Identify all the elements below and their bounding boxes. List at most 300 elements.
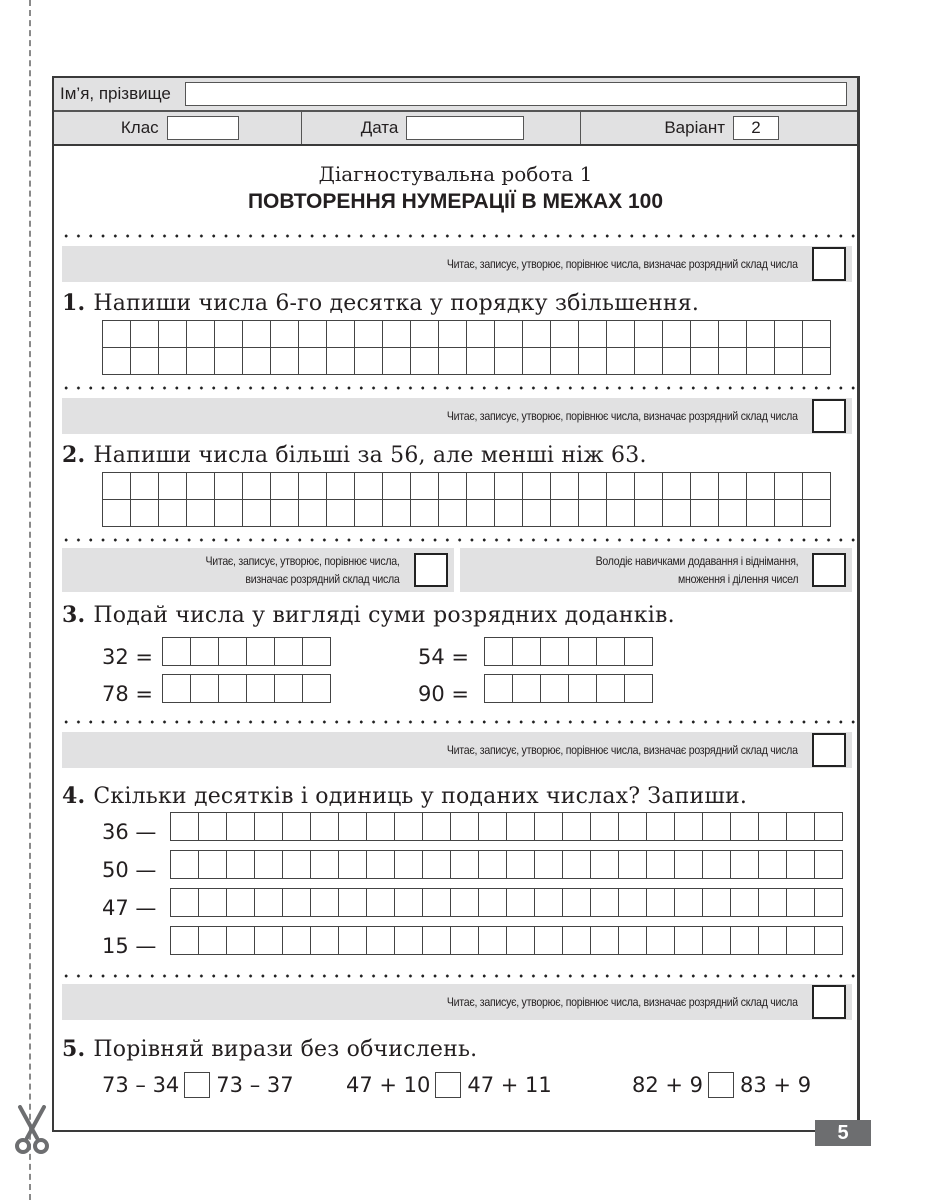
grid-cell[interactable] — [451, 851, 479, 879]
grid-cell[interactable] — [275, 638, 303, 666]
grid-cell[interactable] — [523, 500, 551, 527]
grid-cell[interactable] — [551, 500, 579, 527]
grid-cell[interactable] — [215, 473, 243, 500]
grid-cell[interactable] — [541, 638, 569, 666]
grid-cell[interactable] — [311, 927, 339, 955]
grid-cell[interactable] — [283, 851, 311, 879]
grid-cell[interactable] — [591, 889, 619, 917]
info-row — [54, 112, 857, 146]
grid-cell[interactable] — [255, 851, 283, 879]
answer-grid[interactable] — [484, 637, 653, 666]
grid-cell[interactable] — [579, 348, 607, 375]
grid-cell[interactable] — [747, 473, 775, 500]
score-box[interactable] — [812, 399, 846, 433]
grid-cell[interactable] — [283, 889, 311, 917]
grid-cell[interactable] — [775, 473, 803, 500]
grid-cell[interactable] — [215, 321, 243, 348]
grid-cell[interactable] — [619, 813, 647, 841]
grid-cell[interactable] — [619, 889, 647, 917]
answer-grid[interactable] — [162, 637, 331, 666]
grid-cell[interactable] — [551, 348, 579, 375]
grid-cell[interactable] — [243, 473, 271, 500]
grid-cell[interactable] — [703, 927, 731, 955]
score-box[interactable] — [812, 985, 846, 1019]
grid-cell[interactable] — [311, 889, 339, 917]
grid-cell[interactable] — [507, 927, 535, 955]
answer-grid[interactable] — [162, 674, 331, 703]
grid-cell[interactable] — [513, 638, 541, 666]
task-number: 5. — [62, 1036, 86, 1062]
grid-cell[interactable] — [255, 813, 283, 841]
comparison-left: 47 + 10 — [346, 1073, 431, 1097]
grid-cell[interactable] — [691, 321, 719, 348]
grid-cell[interactable] — [383, 473, 411, 500]
grid-cell[interactable] — [383, 321, 411, 348]
grid-cell[interactable] — [607, 348, 635, 375]
grid-cell[interactable] — [227, 851, 255, 879]
grid-cell[interactable] — [255, 927, 283, 955]
grid-cell[interactable] — [495, 500, 523, 527]
dotted-divider — [60, 538, 856, 542]
grid-cell[interactable] — [803, 348, 831, 375]
grid-cell[interactable] — [607, 500, 635, 527]
grid-cell[interactable] — [103, 500, 131, 527]
grid-cell[interactable] — [439, 348, 467, 375]
grid-cell[interactable] — [563, 851, 591, 879]
grid-cell[interactable] — [647, 813, 675, 841]
grid-cell[interactable] — [495, 473, 523, 500]
grid-cell[interactable] — [423, 927, 451, 955]
score-box[interactable] — [812, 247, 846, 281]
task-text: Подай числа у вигляді суми розрядних доданків. — [93, 603, 675, 628]
skill-text: Читає, записує, утворює, порівнює числа, визначає розрядний склад числа — [205, 554, 400, 586]
grid-cell[interactable] — [255, 889, 283, 917]
skill-text: Читає, записує, утворює, порівнює числа, визначає розрядний склад числа — [447, 995, 798, 1009]
grid-cell[interactable] — [355, 473, 383, 500]
name-row — [54, 78, 857, 112]
grid-cell[interactable] — [423, 851, 451, 879]
grid-cell[interactable] — [215, 348, 243, 375]
grid-cell[interactable] — [787, 851, 815, 879]
grid-cell[interactable] — [647, 889, 675, 917]
grid-cell[interactable] — [495, 321, 523, 348]
grid-cell[interactable] — [395, 927, 423, 955]
grid-cell[interactable] — [159, 321, 187, 348]
grid-cell[interactable] — [103, 473, 131, 500]
grid-cell[interactable] — [311, 851, 339, 879]
grid-cell[interactable] — [591, 813, 619, 841]
grid-cell[interactable] — [747, 348, 775, 375]
page-number: 5 — [815, 1120, 871, 1146]
grid-cell[interactable] — [479, 889, 507, 917]
grid-cell[interactable] — [563, 927, 591, 955]
answer-grid[interactable] — [102, 472, 831, 527]
grid-cell[interactable] — [591, 927, 619, 955]
grid-cell[interactable] — [215, 500, 243, 527]
grid-cell[interactable] — [535, 927, 563, 955]
grid-cell[interactable] — [275, 675, 303, 703]
number-label: 50 — — [102, 858, 157, 882]
grid-cell[interactable] — [563, 813, 591, 841]
grid-cell[interactable] — [607, 321, 635, 348]
grid-cell[interactable] — [635, 348, 663, 375]
grid-cell[interactable] — [731, 851, 759, 879]
grid-cell[interactable] — [227, 927, 255, 955]
grid-cell[interactable] — [815, 927, 843, 955]
worksheet — [52, 76, 860, 1132]
grid-cell[interactable] — [191, 638, 219, 666]
grid-cell[interactable] — [619, 927, 647, 955]
answer-grid[interactable] — [170, 888, 843, 917]
grid-cell[interactable] — [163, 675, 191, 703]
grid-cell[interactable] — [747, 500, 775, 527]
grid-cell[interactable] — [479, 813, 507, 841]
grid-cell[interactable] — [703, 813, 731, 841]
grid-cell[interactable] — [271, 321, 299, 348]
grid-cell[interactable] — [339, 813, 367, 841]
grid-cell[interactable] — [551, 321, 579, 348]
comparison-left: 73 – 34 — [102, 1073, 180, 1097]
grid-cell[interactable] — [131, 348, 159, 375]
variant-label: Варіант — [664, 118, 725, 137]
grid-cell[interactable] — [299, 500, 327, 527]
grid-cell[interactable] — [803, 321, 831, 348]
grid-cell[interactable] — [579, 500, 607, 527]
dotted-divider — [60, 386, 856, 390]
task-3-prompt — [62, 602, 675, 628]
grid-cell[interactable] — [311, 813, 339, 841]
comparison-1 — [102, 1072, 294, 1098]
score-box[interactable] — [812, 553, 846, 587]
grid-cell[interactable] — [597, 675, 625, 703]
grid-cell[interactable] — [787, 889, 815, 917]
grid-cell[interactable] — [439, 321, 467, 348]
grid-cell[interactable] — [787, 927, 815, 955]
grid-cell[interactable] — [103, 348, 131, 375]
grid-cell[interactable] — [803, 473, 831, 500]
dotted-divider — [60, 974, 856, 978]
grid-cell[interactable] — [485, 675, 513, 703]
skill-text: Читає, записує, утворює, порівнює числа, визначає розрядний склад числа — [447, 409, 798, 423]
task-5-prompt — [62, 1036, 477, 1062]
grid-cell[interactable] — [283, 813, 311, 841]
grid-cell[interactable] — [247, 638, 275, 666]
grid-cell[interactable] — [551, 473, 579, 500]
grid-cell[interactable] — [411, 321, 439, 348]
grid-cell[interactable] — [131, 500, 159, 527]
grid-cell[interactable] — [775, 500, 803, 527]
task-text: Напиши числа більші за 56, але менші ніж 63. — [93, 443, 647, 468]
grid-cell[interactable] — [719, 473, 747, 500]
grid-cell[interactable] — [579, 321, 607, 348]
grid-cell[interactable] — [395, 813, 423, 841]
task-4-prompt — [62, 783, 747, 809]
grid-cell[interactable] — [171, 889, 199, 917]
grid-cell[interactable] — [355, 321, 383, 348]
grid-cell[interactable] — [191, 675, 219, 703]
grid-cell[interactable] — [299, 473, 327, 500]
grid-cell[interactable] — [159, 348, 187, 375]
grid-cell[interactable] — [219, 675, 247, 703]
grid-cell[interactable] — [535, 851, 563, 879]
grid-cell[interactable] — [815, 813, 843, 841]
grid-cell[interactable] — [691, 473, 719, 500]
comparison-right: 73 – 37 — [216, 1073, 294, 1097]
grid-cell[interactable] — [271, 348, 299, 375]
skill-bar — [62, 984, 852, 1020]
answer-grid[interactable] — [170, 812, 843, 841]
grid-cell[interactable] — [775, 348, 803, 375]
grid-cell[interactable] — [383, 348, 411, 375]
grid-cell[interactable] — [479, 927, 507, 955]
task-number: 2. — [62, 442, 86, 468]
grid-cell[interactable] — [663, 321, 691, 348]
grid-cell[interactable] — [775, 321, 803, 348]
grid-cell[interactable] — [423, 813, 451, 841]
grid-cell[interactable] — [367, 927, 395, 955]
grid-cell[interactable] — [675, 851, 703, 879]
cut-line — [29, 0, 31, 1200]
grid-cell[interactable] — [187, 321, 215, 348]
grid-cell[interactable] — [625, 675, 653, 703]
grid-cell[interactable] — [439, 473, 467, 500]
grid-cell[interactable] — [513, 675, 541, 703]
expression-label: 32 = — [102, 645, 153, 669]
task-text: Порівняй вирази без обчислень. — [93, 1037, 478, 1062]
task-text: Скільки десятків і одиниць у поданих числах? Запиши. — [93, 784, 748, 809]
grid-cell[interactable] — [647, 927, 675, 955]
grid-cell[interactable] — [163, 638, 191, 666]
grid-cell[interactable] — [243, 321, 271, 348]
grid-cell[interactable] — [383, 500, 411, 527]
grid-cell[interactable] — [159, 473, 187, 500]
score-box[interactable] — [812, 733, 846, 767]
grid-cell[interactable] — [199, 889, 227, 917]
grid-cell[interactable] — [159, 500, 187, 527]
task-text: Напиши числа 6-го десятка у порядку збільшення. — [93, 291, 700, 316]
grid-cell[interactable] — [759, 889, 787, 917]
grid-cell[interactable] — [299, 321, 327, 348]
comparison-right: 47 + 11 — [467, 1073, 552, 1097]
grid-cell[interactable] — [479, 851, 507, 879]
grid-cell[interactable] — [563, 889, 591, 917]
comparison-left: 82 + 9 — [632, 1073, 704, 1097]
grid-cell[interactable] — [485, 638, 513, 666]
answer-grid[interactable] — [484, 674, 653, 703]
grid-cell[interactable] — [691, 500, 719, 527]
grid-cell[interactable] — [523, 473, 551, 500]
number-label: 47 — — [102, 896, 157, 920]
grid-cell[interactable] — [719, 500, 747, 527]
grid-cell[interactable] — [591, 851, 619, 879]
grid-cell[interactable] — [199, 813, 227, 841]
variant-field[interactable]: 2 — [733, 116, 779, 140]
task-number: 1. — [62, 290, 86, 316]
grid-cell[interactable] — [219, 638, 247, 666]
grid-cell[interactable] — [719, 348, 747, 375]
grid-cell[interactable] — [731, 889, 759, 917]
skill-text: Читає, записує, утворює, порівнює числа, визначає розрядний склад числа — [447, 257, 798, 271]
grid-cell[interactable] — [523, 348, 551, 375]
grid-cell[interactable] — [541, 675, 569, 703]
grid-cell[interactable] — [719, 321, 747, 348]
grid-cell[interactable] — [507, 851, 535, 879]
grid-cell[interactable] — [451, 927, 479, 955]
grid-cell[interactable] — [703, 851, 731, 879]
grid-cell[interactable] — [411, 500, 439, 527]
grid-cell[interactable] — [423, 889, 451, 917]
grid-cell[interactable] — [199, 927, 227, 955]
grid-cell[interactable] — [691, 348, 719, 375]
date-cell — [302, 112, 582, 144]
class-field[interactable] — [167, 116, 239, 140]
grid-cell[interactable] — [411, 473, 439, 500]
grid-cell[interactable] — [467, 500, 495, 527]
comparison-2 — [346, 1072, 552, 1098]
grid-cell[interactable] — [103, 321, 131, 348]
variant-cell — [581, 112, 857, 144]
grid-cell[interactable] — [271, 473, 299, 500]
grid-cell[interactable] — [131, 473, 159, 500]
grid-cell[interactable] — [451, 889, 479, 917]
grid-cell[interactable] — [663, 500, 691, 527]
answer-grid[interactable] — [102, 320, 831, 375]
grid-cell[interactable] — [535, 813, 563, 841]
grid-cell[interactable] — [507, 813, 535, 841]
dotted-divider — [60, 720, 856, 724]
grid-cell[interactable] — [243, 348, 271, 375]
number-label: 36 — — [102, 820, 157, 844]
grid-cell[interactable] — [411, 348, 439, 375]
work-title: ПОВТОРЕННЯ НУМЕРАЦІЇ В МЕЖАХ 100 — [247, 190, 664, 213]
grid-cell[interactable] — [327, 321, 355, 348]
grid-cell[interactable] — [597, 638, 625, 666]
grid-cell[interactable] — [171, 813, 199, 841]
comparison-sign-box[interactable] — [435, 1072, 461, 1098]
expression-label: 54 = — [418, 645, 469, 669]
grid-cell[interactable] — [355, 500, 383, 527]
grid-cell[interactable] — [327, 473, 355, 500]
skill-bar — [62, 398, 852, 434]
grid-cell[interactable] — [815, 851, 843, 879]
expression-label: 90 = — [418, 682, 469, 706]
grid-cell[interactable] — [523, 321, 551, 348]
grid-cell[interactable] — [569, 675, 597, 703]
grid-cell[interactable] — [451, 813, 479, 841]
task-2-prompt — [62, 442, 647, 468]
date-label: Дата — [360, 118, 399, 137]
grid-cell[interactable] — [299, 348, 327, 375]
grid-cell[interactable] — [635, 473, 663, 500]
grid-cell[interactable] — [303, 638, 331, 666]
grid-cell[interactable] — [787, 813, 815, 841]
scissors-icon — [12, 1105, 52, 1157]
grid-cell[interactable] — [339, 889, 367, 917]
grid-cell[interactable] — [339, 851, 367, 879]
grid-cell[interactable] — [759, 927, 787, 955]
name-field[interactable] — [185, 82, 847, 106]
grid-cell[interactable] — [703, 889, 731, 917]
grid-cell[interactable] — [227, 813, 255, 841]
skill-bar-numbers — [62, 548, 454, 592]
grid-cell[interactable] — [495, 348, 523, 375]
grid-cell[interactable] — [619, 851, 647, 879]
comparison-sign-box[interactable] — [708, 1072, 734, 1098]
grid-cell[interactable] — [395, 889, 423, 917]
grid-cell[interactable] — [467, 321, 495, 348]
answer-grid[interactable] — [170, 926, 843, 955]
grid-cell[interactable] — [131, 321, 159, 348]
grid-cell[interactable] — [395, 851, 423, 879]
grid-cell[interactable] — [731, 813, 759, 841]
grid-cell[interactable] — [647, 851, 675, 879]
grid-cell[interactable] — [355, 348, 383, 375]
grid-cell[interactable] — [731, 927, 759, 955]
task-number: 4. — [62, 783, 86, 809]
grid-cell[interactable] — [675, 889, 703, 917]
score-box[interactable] — [414, 553, 448, 587]
grid-cell[interactable] — [171, 927, 199, 955]
grid-cell[interactable] — [507, 889, 535, 917]
grid-cell[interactable] — [635, 321, 663, 348]
grid-cell[interactable] — [327, 348, 355, 375]
grid-cell[interactable] — [367, 889, 395, 917]
grid-cell[interactable] — [303, 675, 331, 703]
grid-cell[interactable] — [171, 851, 199, 879]
grid-cell[interactable] — [227, 889, 255, 917]
grid-cell[interactable] — [815, 889, 843, 917]
grid-cell[interactable] — [367, 813, 395, 841]
grid-cell[interactable] — [243, 500, 271, 527]
grid-cell[interactable] — [339, 927, 367, 955]
grid-cell[interactable] — [675, 813, 703, 841]
grid-cell[interactable] — [747, 321, 775, 348]
grid-cell[interactable] — [247, 675, 275, 703]
grid-cell[interactable] — [199, 851, 227, 879]
grid-cell[interactable] — [187, 500, 215, 527]
grid-cell[interactable] — [663, 348, 691, 375]
skill-bar — [62, 732, 852, 768]
grid-cell[interactable] — [635, 500, 663, 527]
grid-cell[interactable] — [625, 638, 653, 666]
work-subtitle: Діагностувальна робота 1 — [318, 162, 593, 186]
grid-cell[interactable] — [759, 813, 787, 841]
grid-cell[interactable] — [439, 500, 467, 527]
grid-cell[interactable] — [759, 851, 787, 879]
grid-cell[interactable] — [535, 889, 563, 917]
grid-cell[interactable] — [579, 473, 607, 500]
answer-grid[interactable] — [170, 850, 843, 879]
grid-cell[interactable] — [607, 473, 635, 500]
number-label: 15 — — [102, 934, 157, 958]
grid-cell[interactable] — [327, 500, 355, 527]
grid-cell[interactable] — [187, 348, 215, 375]
grid-cell[interactable] — [803, 500, 831, 527]
date-field[interactable] — [406, 116, 524, 140]
grid-cell[interactable] — [187, 473, 215, 500]
grid-cell[interactable] — [467, 473, 495, 500]
grid-cell[interactable] — [367, 851, 395, 879]
grid-cell[interactable] — [663, 473, 691, 500]
grid-cell[interactable] — [283, 927, 311, 955]
grid-cell[interactable] — [467, 348, 495, 375]
grid-cell[interactable] — [271, 500, 299, 527]
grid-cell[interactable] — [675, 927, 703, 955]
task-number: 3. — [62, 602, 86, 628]
comparison-sign-box[interactable] — [184, 1072, 210, 1098]
grid-cell[interactable] — [569, 638, 597, 666]
name-label: Ім’я, прізвище — [60, 84, 171, 103]
